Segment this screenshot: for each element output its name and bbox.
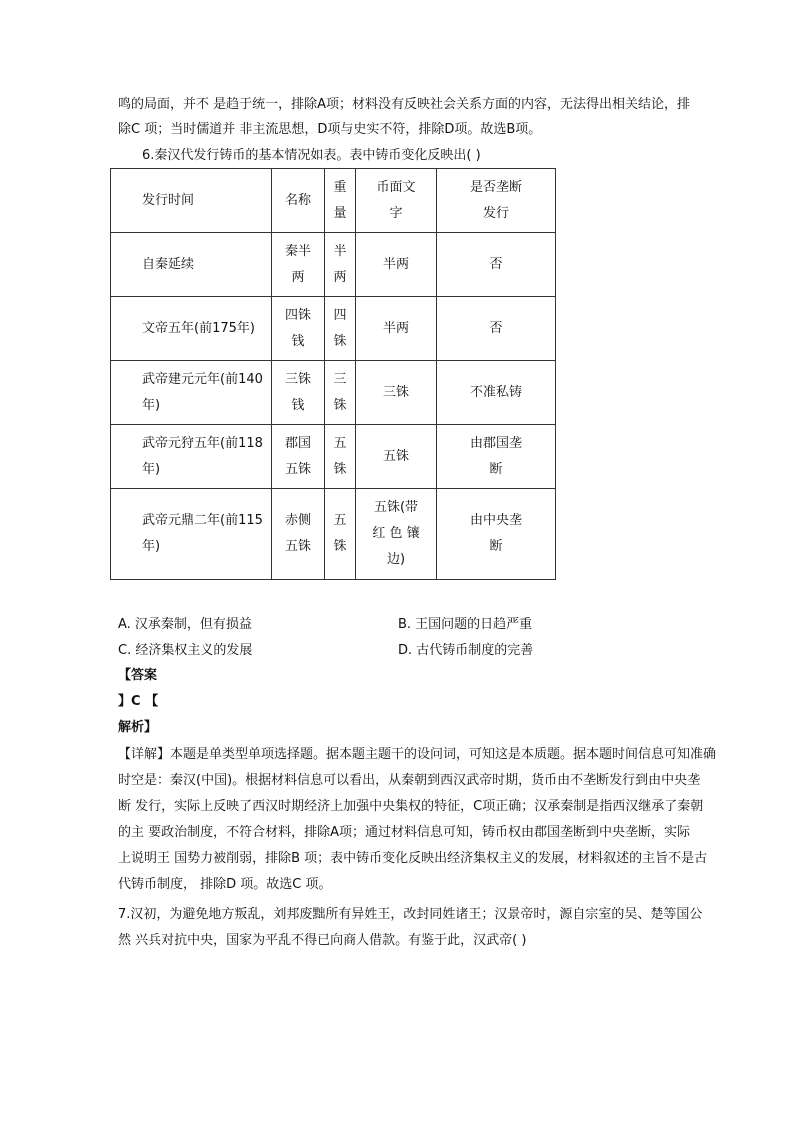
cell-text: 半两 bbox=[382, 256, 409, 272]
cell-text: 由郡国垄 bbox=[469, 435, 522, 451]
cell-text: 四 bbox=[333, 307, 347, 323]
cell-coin-name bbox=[272, 361, 325, 425]
cell-text: 红 色 镶 bbox=[372, 526, 420, 541]
cell-issue-time bbox=[111, 361, 272, 425]
cell-text: 自秦延续 bbox=[142, 256, 195, 272]
cell-coin-inscription bbox=[356, 297, 437, 361]
cell-monopoly-status bbox=[437, 297, 556, 361]
cell-text: 币面文 bbox=[376, 179, 416, 195]
cell-monopoly-status bbox=[437, 233, 556, 297]
cell-text: 重 bbox=[333, 179, 347, 195]
cell-text: 是否垄断 bbox=[469, 179, 522, 195]
cell-text: 五铢 bbox=[382, 448, 409, 464]
cell-text: 年) bbox=[142, 397, 161, 413]
cell-text: 量 bbox=[333, 205, 347, 221]
question-7-line-1: 7.汉初，为避免地方叛乱，刘邦废黜所有异姓王，改封同姓诸王；汉景帝时，源自宗室的吴、楚等国公 bbox=[118, 907, 703, 922]
table-row bbox=[111, 233, 556, 297]
cell-text: 五铢(带 bbox=[373, 500, 419, 515]
cell-text: 五铢 bbox=[284, 461, 311, 477]
cell-text: 铢 bbox=[333, 461, 347, 477]
coin-table bbox=[110, 168, 556, 580]
table-row bbox=[111, 297, 556, 361]
cell-coin-weight bbox=[325, 361, 356, 425]
cell-coin-weight bbox=[325, 425, 356, 489]
cell-monopoly-status bbox=[437, 425, 556, 489]
cell-text: 三铢 bbox=[382, 384, 409, 400]
question-7-line-2: 然 兴兵对抗中央，国家为平乱不得已向商人借款。有鉴于此，汉武帝( ) bbox=[118, 933, 527, 948]
cell-coin-inscription bbox=[356, 233, 437, 297]
cell-text: 武帝建元元年(前140 bbox=[142, 371, 263, 387]
cell-text: 武帝元狩五年(前118 bbox=[142, 435, 263, 451]
cell-text: 半两 bbox=[382, 320, 409, 336]
cell-text: 铢 bbox=[333, 333, 347, 349]
cell-coin-inscription bbox=[356, 489, 437, 580]
cell-text: 边) bbox=[386, 552, 406, 567]
intro-line-1: 鸣的局面，并不 是趋于统一，排除A项；材料没有反映社会关系方面的内容，无法得出相关结论，排 bbox=[118, 97, 691, 112]
answer-label: 【答案 bbox=[118, 668, 158, 683]
cell-coin-weight bbox=[325, 233, 356, 297]
detail-line-2: 时空是：秦汉(中国)。根据材料信息可以看出，从秦朝到西汉武帝时期，货币由不垄断发行到由中央垄 bbox=[118, 773, 701, 788]
cell-coin-weight bbox=[325, 489, 356, 580]
header-coin-weight bbox=[325, 169, 356, 233]
header-coin-inscription bbox=[356, 169, 437, 233]
cell-coin-inscription bbox=[356, 361, 437, 425]
question-6-stem: 6.秦汉代发行铸币的基本情况如表。表中铸币变化反映出( ) bbox=[142, 148, 481, 163]
option-c: C. 经济集权主义的发展 bbox=[118, 643, 253, 658]
detail-line-3: 断 发行，实际上反映了西汉时期经济上加强中央集权的特征，C项正确；汉承秦制是指西汉继承了秦朝 bbox=[118, 799, 704, 814]
cell-text: 五铢 bbox=[284, 539, 311, 554]
cell-text: 三 bbox=[333, 371, 347, 387]
option-d: D. 古代铸币制度的完善 bbox=[398, 643, 534, 658]
cell-text: 年) bbox=[142, 539, 161, 554]
cell-text: 武帝元鼎二年(前115 bbox=[142, 513, 263, 528]
cell-issue-time bbox=[111, 297, 272, 361]
table-header-row bbox=[111, 169, 556, 233]
cell-text: 赤侧 bbox=[284, 513, 311, 528]
cell-text: 发行时间 bbox=[142, 192, 195, 208]
cell-text: 半 bbox=[333, 243, 347, 259]
cell-text: 两 bbox=[333, 269, 347, 285]
table-row bbox=[111, 489, 556, 580]
cell-text: 三铢 bbox=[284, 371, 311, 387]
cell-text: 由中央垄 bbox=[469, 513, 522, 528]
cell-text: 文帝五年(前175年) bbox=[142, 320, 255, 336]
answer-value: 】C 【 bbox=[118, 694, 159, 709]
header-issue-time bbox=[111, 169, 272, 233]
detail-line-5: 上说明王 国势力被削弱，排除B 项；表中铸币变化反映出经济集权主义的发展，材料叙述的主旨不是古 bbox=[118, 851, 708, 866]
cell-coin-name bbox=[272, 233, 325, 297]
cell-issue-time bbox=[111, 489, 272, 580]
cell-issue-time bbox=[111, 233, 272, 297]
cell-text: 五 bbox=[333, 435, 347, 451]
cell-coin-name bbox=[272, 297, 325, 361]
detail-line-1: 【详解】本题是单类型单项选择题。据本题主题干的设问词，可知这是本质题。据本题时间信息可知准确 bbox=[118, 747, 717, 762]
cell-text: 断 bbox=[489, 539, 503, 554]
cell-text: 铢 bbox=[333, 539, 347, 554]
cell-text: 秦半 bbox=[284, 243, 311, 259]
cell-text: 钱 bbox=[291, 333, 305, 349]
cell-coin-name bbox=[272, 425, 325, 489]
cell-issue-time bbox=[111, 425, 272, 489]
cell-text: 断 bbox=[489, 461, 503, 477]
cell-text: 郡国 bbox=[284, 435, 311, 451]
cell-text: 发行 bbox=[482, 205, 509, 221]
cell-text: 铢 bbox=[333, 397, 347, 413]
cell-text: 两 bbox=[291, 269, 305, 285]
cell-coin-weight bbox=[325, 297, 356, 361]
analysis-label: 解析】 bbox=[118, 720, 158, 735]
detail-line-4: 的主 要政治制度，不符合材料，排除A项；通过材料信息可知，铸币权由郡国垄断到中央垄断，实际 bbox=[118, 825, 691, 840]
cell-text: 年) bbox=[142, 461, 161, 477]
intro-line-2: 除C 项；当时儒道并 非主流思想，D项与史实不符，排除D项。故选B项。 bbox=[118, 122, 542, 137]
detail-line-6: 代铸币制度， 排除D 项。故选C 项。 bbox=[118, 877, 332, 892]
cell-text: 名称 bbox=[284, 192, 311, 208]
table-row bbox=[111, 425, 556, 489]
option-b: B. 王国问题的日趋严重 bbox=[398, 617, 533, 632]
cell-coin-inscription bbox=[356, 425, 437, 489]
cell-text: 五 bbox=[333, 513, 347, 528]
cell-text: 字 bbox=[389, 205, 403, 221]
cell-text: 否 bbox=[489, 320, 503, 336]
header-monopoly-status bbox=[437, 169, 556, 233]
cell-monopoly-status bbox=[437, 489, 556, 580]
header-coin-name bbox=[272, 169, 325, 233]
cell-coin-name bbox=[272, 489, 325, 580]
table-row bbox=[111, 361, 556, 425]
cell-text: 钱 bbox=[291, 397, 305, 413]
cell-monopoly-status bbox=[437, 361, 556, 425]
cell-text: 不准私铸 bbox=[469, 384, 522, 400]
cell-text: 四铢 bbox=[284, 307, 311, 323]
cell-text: 否 bbox=[489, 256, 503, 272]
option-a: A. 汉承秦制，但有损益 bbox=[118, 617, 252, 632]
